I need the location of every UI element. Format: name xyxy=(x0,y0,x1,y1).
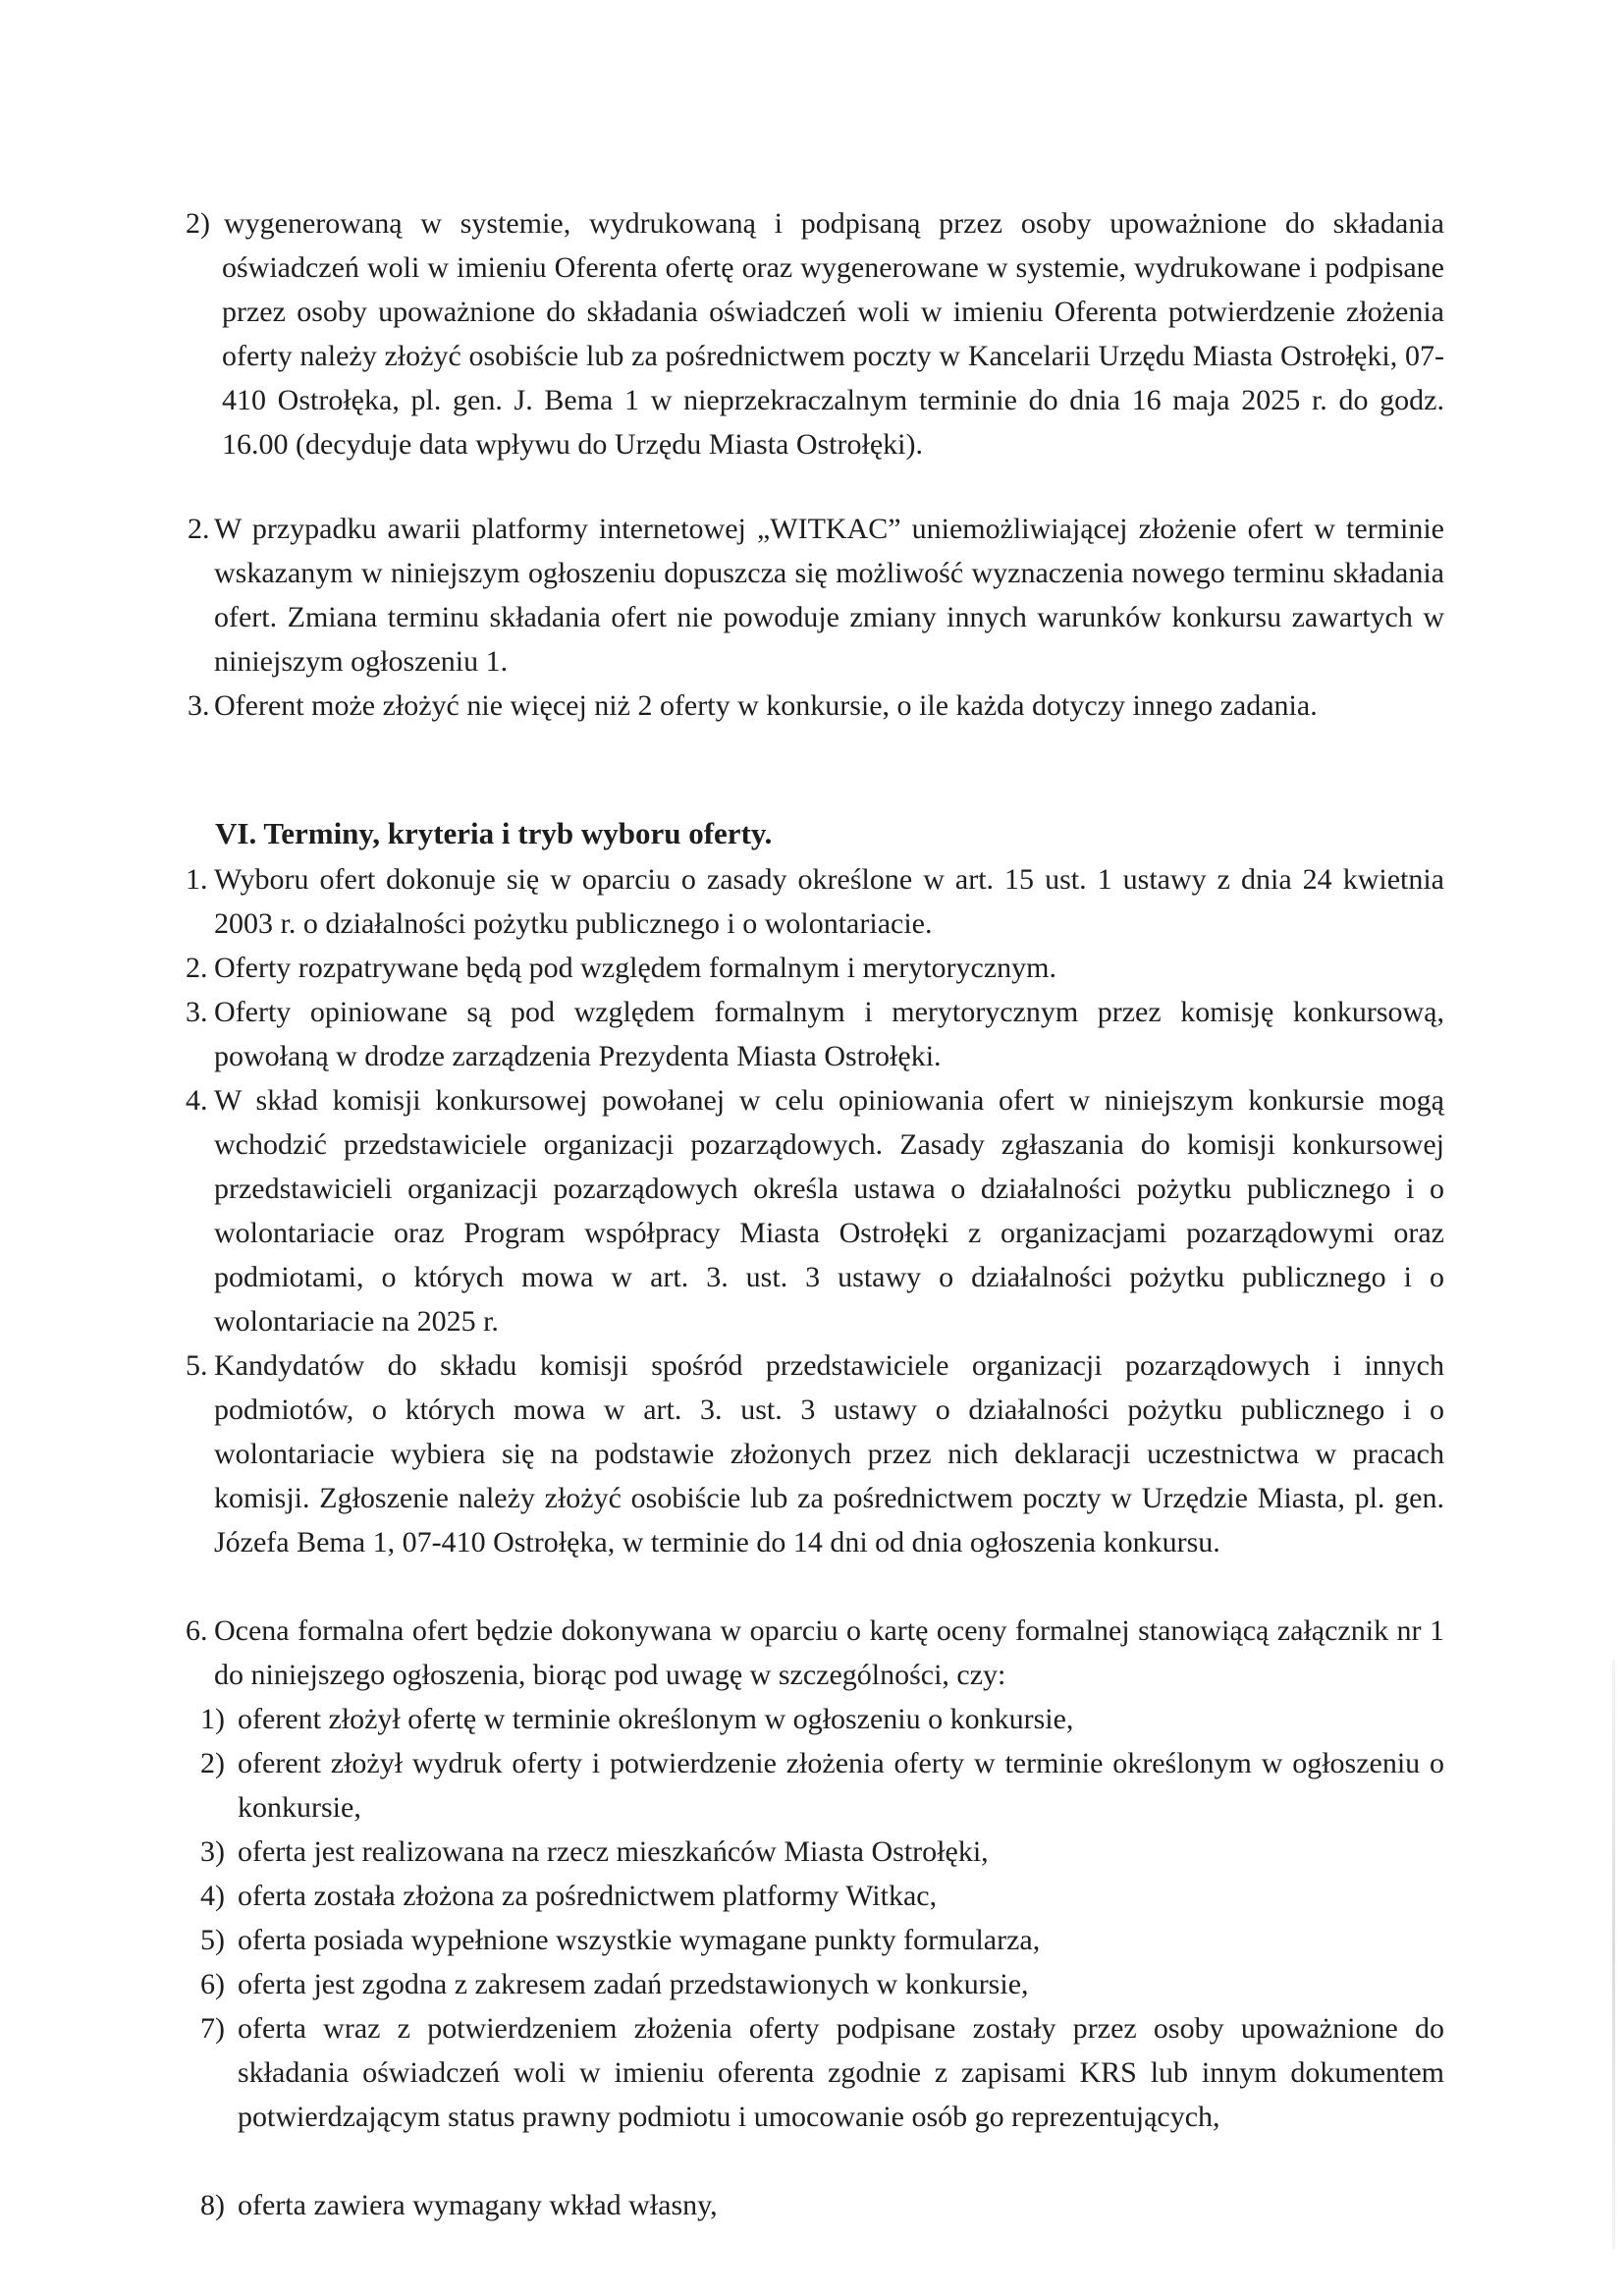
sub-item-text: oferta zawiera wymagany wkład własny, xyxy=(238,2189,718,2221)
sub-item-text: oferta jest realizowana na rzecz mieszkańców Miasta Ostrołęki, xyxy=(238,1835,989,1868)
sub-item-number: 5) xyxy=(200,1924,225,1956)
sub-item-text: oferent złożył wydruk oferty i potwierdzenie złożenia oferty w terminie określonym w ogłoszeniu o konkursie, xyxy=(238,1747,1444,1824)
sub-item-number: 6) xyxy=(200,1968,225,2000)
sub-item-number: 8) xyxy=(200,2189,225,2221)
item-number: 4. xyxy=(186,1084,208,1117)
sub-item-number: 3) xyxy=(200,1835,225,1868)
sub-item-text: oferent złożył ofertę w terminie określonym w ogłoszeniu o konkursie, xyxy=(238,1703,1074,1735)
scan-edge-shadow xyxy=(1612,1660,1615,2249)
item-number: 1. xyxy=(186,863,208,896)
sub-item-number: 2) xyxy=(200,1747,225,1779)
item-text: W przypadku awarii platformy internetowej „WITKAC” uniemożliwiającej złożenie ofert w terminie wskazanym w niniejszym ogłoszeniu dopuszcza się możliwość wyznaczenia nowego terminu składania ofert. Zmiana terminu składania ofert nie powoduje zmiany innych warunków konkursu zawartych w niniejszym ogłoszeniu 1. xyxy=(214,513,1444,678)
item-text: Oferty opiniowane są pod względem formalnym i merytorycznym przez komisję konkursową, powołaną w drodze zarządzenia Prezydenta Miasta Ostrołęki. xyxy=(214,996,1444,1072)
item-number: 2) xyxy=(186,207,210,240)
sub-item-number: 7) xyxy=(200,2012,225,2045)
sub-item-text: oferta wraz z potwierdzeniem złożenia oferty podpisane zostały przez osoby upoważnione do składania oświadczeń woli w imieniu oferenta zgodnie z zapisami KRS lub innym dokumentem potwierdzającym status prawny podmiotu i umocowanie osób go reprezentujących, xyxy=(238,2012,1444,2133)
item-text: Wyboru ofert dokonuje się w oparciu o zasady określone w art. 15 ust. 1 ustawy z dnia 24 kwietnia 2003 r. o działalności pożytku publicznego i o wolontariacie. xyxy=(214,863,1444,940)
item-text: Oferty rozpatrywane będą pod względem formalnym i merytorycznym. xyxy=(214,952,1057,984)
sub-item-number: 1) xyxy=(200,1703,225,1735)
item-number: 2. xyxy=(188,513,210,545)
sub-item-text: oferta została złożona za pośrednictwem platformy Witkac, xyxy=(238,1880,938,1912)
item-number: 3. xyxy=(186,996,208,1028)
sub-item-text: oferta posiada wypełnione wszystkie wymagane punkty formularza, xyxy=(238,1924,1041,1956)
item-text: Oferent może złożyć nie więcej niż 2 oferty w konkursie, o ile każda dotyczy innego zadania. xyxy=(214,689,1318,722)
item-number: 5. xyxy=(186,1349,208,1382)
item-text: wygenerowaną w systemie, wydrukowaną i podpisaną przez osoby upoważnione do składania oświadczeń woli w imieniu Oferenta ofertę oraz wygenerowane w systemie, wydrukowane i podpisane przez osoby upoważnione do składania oświadczeń woli w imieniu Oferenta potwierdzenie złożenia oferty należy złożyć osobiście lub za pośrednictwem poczty w Kancelarii Urzędu Miasta Ostrołęki, 07-410 Ostrołęka, pl. gen. J. Bema 1 w nieprzekraczalnym terminie do dnia 16 maja 2025 r. do godz. 16.00 (decyduje data wpływu do Urzędu Miasta Ostrołęki). xyxy=(222,207,1444,461)
item-number: 6. xyxy=(186,1614,208,1647)
section-heading: VI. Terminy, kryteria i tryb wyboru oferty. xyxy=(215,816,773,850)
item-number: 3. xyxy=(188,689,210,722)
item-number: 2. xyxy=(186,952,208,984)
sub-item-number: 4) xyxy=(200,1880,225,1912)
item-text: W skład komisji konkursowej powołanej w celu opiniowania ofert w niniejszym konkursie mogą wchodzić przedstawiciele organizacji pozarządowych. Zasady zgłaszania do komisji konkursowej przedstawicieli organizacji pozarządowych określa ustawa o działalności pożytku publicznego i o wolontariacie oraz Program współpracy Miasta Ostrołęki z organizacjami pozarządowymi oraz podmiotami, o których mowa w art. 3. ust. 3 ustawy o działalności pożytku publicznego i o wolontariacie na 2025 r. xyxy=(214,1084,1444,1338)
item-text: Kandydatów do składu komisji spośród przedstawiciele organizacji pozarządowych i innych podmiotów, o których mowa w art. 3. ust. 3 ustawy o działalności pożytku publicznego i o wolontariacie wybiera się na podstawie złożonych przez nich deklaracji uczestnictwa w pracach komisji. Zgłoszenie należy złożyć osobiście lub za pośrednictwem poczty w Urzędzie Miasta, pl. gen. Józefa Bema 1, 07-410 Ostrołęka, w terminie do 14 dni od dnia ogłoszenia konkursu. xyxy=(214,1349,1444,1558)
item-text: Ocena formalna ofert będzie dokonywana w oparciu o kartę oceny formalnej stanowiącą załącznik nr 1 do niniejszego ogłoszenia, biorąc pod uwagę w szczególności, czy: xyxy=(214,1614,1444,1691)
sub-item-text: oferta jest zgodna z zakresem zadań przedstawionych w konkursie, xyxy=(238,1968,1029,2000)
